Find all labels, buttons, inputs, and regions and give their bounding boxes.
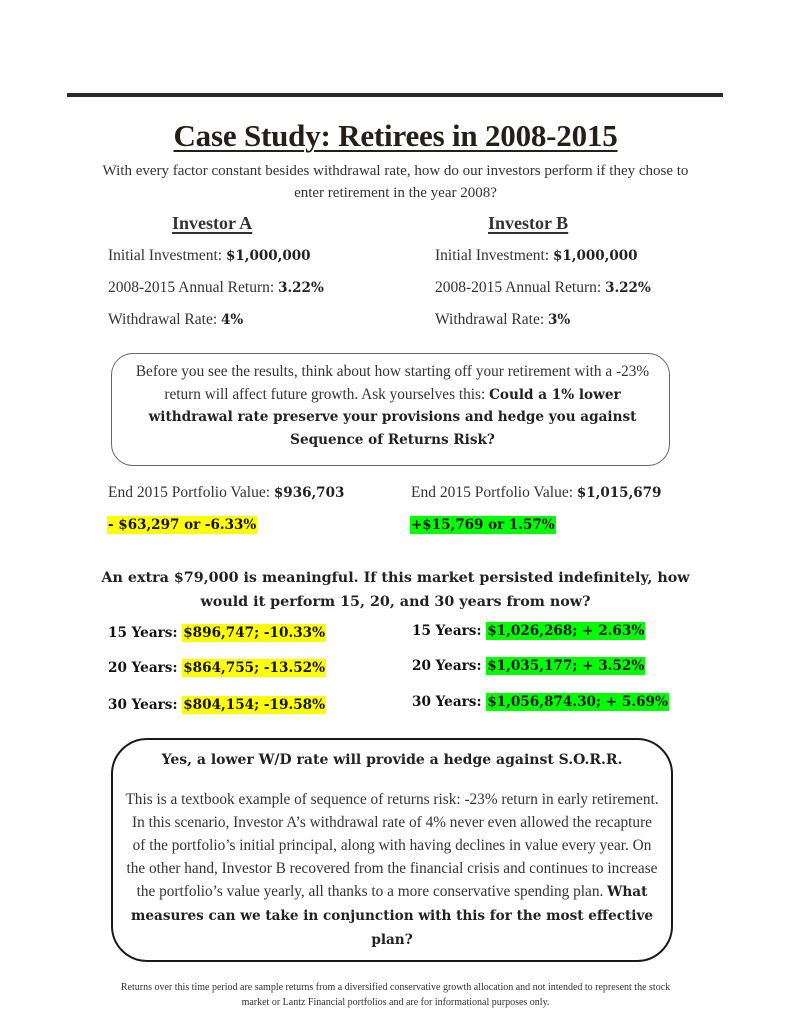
investor-a-initial [108, 247, 311, 265]
investor-b-projection-20 [412, 658, 645, 674]
disclaimer-footer: Returns over this time period are sample returns from a diversified conservative growth allocation and not intended to represent the stock market or Lantz Financial portfolios and are for informational purposes only. [120, 982, 671, 1008]
initial-value: $1,000,000 [225, 248, 311, 264]
conclusion-heading: Yes, a lower W/D rate will provide a hedge against S.O.R.R. [161, 752, 623, 768]
return-value: 3.22% [278, 280, 324, 296]
projection-label: 15 Years: [108, 625, 183, 641]
investor-a-projection-15 [108, 625, 326, 641]
conclusion-bold-question: What measures can we take in conjunction with this for the most effective plan? [130, 884, 653, 948]
projection-value: $896,747; -10.33% [183, 625, 326, 641]
projection-value: $804,154; -19.58% [183, 697, 326, 713]
projection-label: 30 Years: [108, 697, 183, 713]
withdrawal-label: Withdrawal Rate: [435, 311, 549, 328]
investor-b-projection-30 [412, 694, 669, 710]
investor-b-projection-15 [412, 623, 645, 639]
investor-b-end-value [411, 484, 661, 502]
investor-a-return [108, 279, 324, 297]
investor-b-heading: Investor B [488, 213, 569, 233]
investor-a-withdrawal [108, 311, 243, 329]
investor-a-change-badge: - $63,297 or -6.33% [108, 517, 257, 533]
projection-value: $864,755; -13.52% [183, 660, 326, 676]
return-value: 3.22% [605, 280, 651, 296]
projection-label: 30 Years: [412, 694, 487, 710]
withdrawal-value: 3% [548, 312, 571, 328]
initial-label: Initial Investment: [108, 247, 226, 264]
prompt-bold-question: Could a 1% lower withdrawal rate preserve your provisions and hedge you against Sequence of Returns Risk? [148, 386, 637, 448]
projection-value: $1,026,268; + 2.63% [487, 623, 645, 639]
investor-a-end-value [108, 484, 344, 502]
initial-label: Initial Investment: [435, 247, 553, 264]
projection-value: $1,056,874.30; + 5.69% [487, 694, 668, 710]
projection-label: 20 Years: [108, 660, 183, 676]
subtitle: With every factor constant besides withdrawal rate, how do our investors perform if they chose to enter retirement in the year 2008? [102, 163, 689, 201]
top-rule [67, 93, 723, 97]
projection-label: 15 Years: [412, 623, 487, 639]
withdrawal-label: Withdrawal Rate: [108, 311, 222, 328]
page-title: Case Study: Retirees in 2008-2015 [173, 118, 618, 153]
end-value: $936,703 [273, 485, 345, 501]
withdrawal-value: 4% [221, 312, 244, 328]
investor-b-withdrawal [435, 311, 570, 329]
investor-a-projection-20 [108, 660, 326, 676]
investor-b-initial [435, 247, 638, 265]
end-value: $1,015,679 [576, 485, 662, 501]
end-label: End 2015 Portfolio Value: [411, 484, 577, 501]
end-label: End 2015 Portfolio Value: [108, 484, 274, 501]
conclusion-text [125, 788, 659, 952]
return-label: 2008-2015 Annual Return: [108, 279, 279, 296]
projection-label: 20 Years: [412, 658, 487, 674]
investor-a-heading: Investor A [172, 213, 253, 233]
initial-value: $1,000,000 [552, 248, 638, 264]
conclusion-body: This is a textbook example of sequence of returns risk: -23% return in early retirement. In this scenario, Investor A’s withdrawal rate of 4% never even allowed the recapture of the portfolio’s initial principal, along with having declines in value every year. On the other hand, Investor B recovered from the financial crisis and continues to increase the portfolio’s value yearly, all thanks to a more conservative spending plan. [125, 791, 659, 900]
projection-question: An extra $79,000 is meaningful. If this market persisted indefinitely, how would it perform 15, 20, and 30 years from now? [101, 570, 690, 610]
investor-b-return [435, 279, 651, 297]
investor-b-change-badge: +$15,769 or 1.57% [411, 517, 555, 533]
return-label: 2008-2015 Annual Return: [435, 279, 606, 296]
projection-value: $1,035,177; + 3.52% [487, 658, 645, 674]
prompt-box-text [120, 361, 665, 451]
investor-a-projection-30 [108, 697, 326, 713]
prompt-text: Before you see the results, think about how starting off your retirement with a -23% return will affect future growth. Ask yourselves this: [135, 363, 650, 403]
